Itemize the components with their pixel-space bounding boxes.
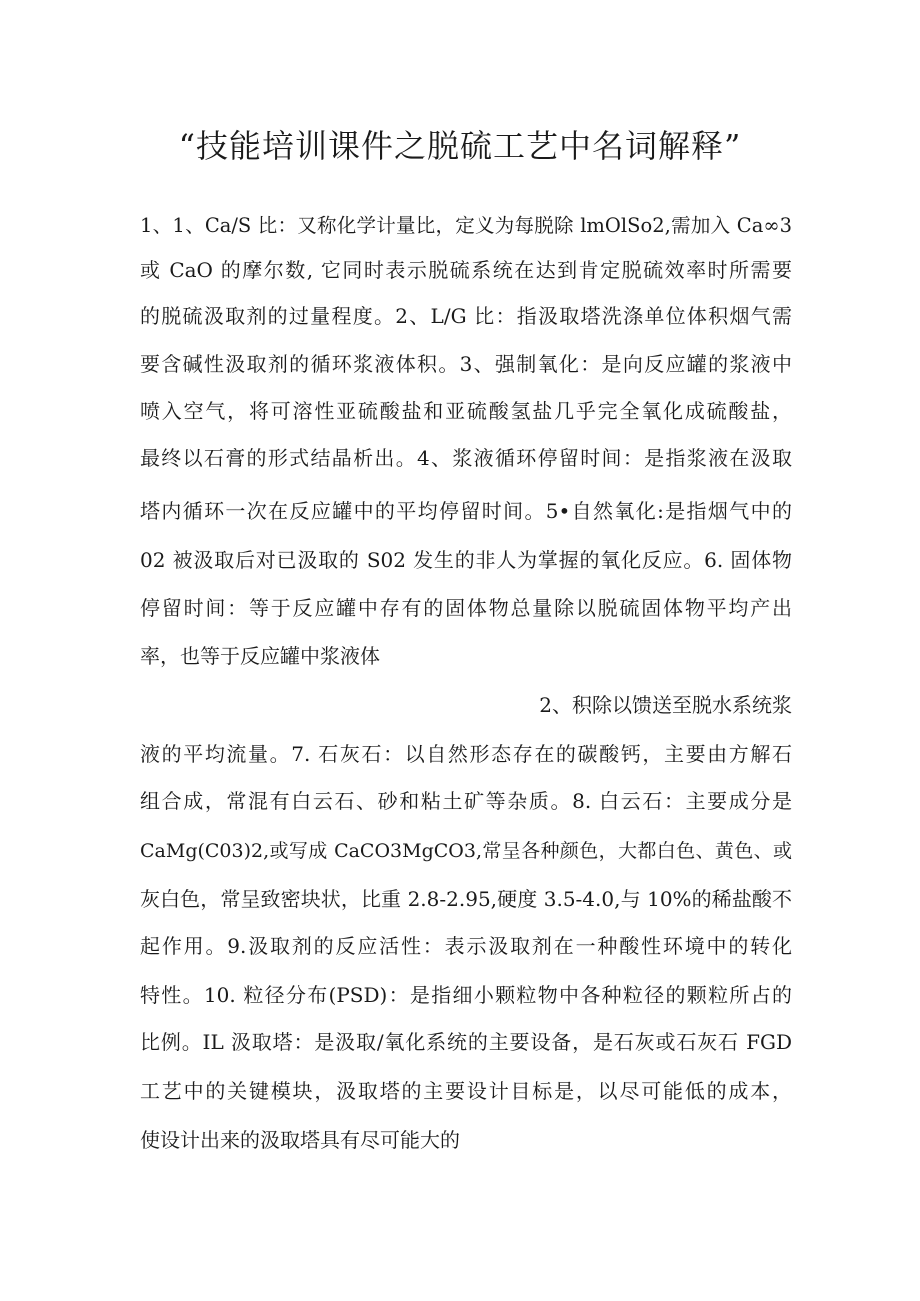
paragraph-line: 率，也等于反应罐中浆液体 [140,644,380,668]
paragraph-line: 2、积除以馈送至脱水系统浆 [539,693,792,717]
paragraph-line: 使设计出来的汲取塔具有尽可能大的 [140,1128,460,1152]
paragraph-line: 比例。IL 汲取塔：是汲取/氧化系统的主要设备，是石灰或石灰石 FGD [140,1030,792,1054]
paragraph-line: 停留时间：等于反应罐中存有的固体物总量除以脱硫固体物平均产出 [140,596,792,620]
paragraph-line: 喷入空气，将可溶性亚硫酸盐和亚硫酸氢盐几乎完全氧化成硫酸盐， [140,399,792,423]
paragraph-line: 液的平均流量。7. 石灰石：以自然形态存在的碳酸钙，主要由方解石 [140,742,792,766]
paragraph-line: 要含碱性汲取剂的循环浆液体积。3、强制氧化：是向反应罐的浆液中 [140,352,792,376]
paragraph-line: 起作用。9.汲取剂的反应活性：表示汲取剂在一种酸性环境中的转化 [140,934,792,958]
paragraph-line: 特性。10. 粒径分布(PSD)：是指细小颗粒物中各种粒径的颗粒所占的 [140,983,792,1007]
paragraph-line: 02 被汲取后对已汲取的 S02 发生的非人为掌握的氧化反应。6. 固体物 [140,548,792,572]
paragraph-line: 塔内循环一次在反应罐中的平均停留时间。5•自然氧化:是指烟气中的 [140,499,792,523]
paragraph-line: 最终以石膏的形式结晶析出。4、浆液循环停留时间：是指浆液在汲取 [140,446,792,470]
paragraph-line: 工艺中的关键模块，汲取塔的主要设计目标是，以尽可能低的成本， [140,1079,792,1103]
paragraph-line: 组合成，常混有白云石、砂和粘土矿等杂质。8. 白云石：主要成分是 [140,789,792,813]
paragraph-line: CaMg(C03)2,或写成 CaCO3MgCO3,常呈各种颜色，大都白色、黄色、或 [140,840,792,862]
paragraph-line: 的脱硫汲取剂的过量程度。2、L/G 比：指汲取塔洗涤单位体积烟气需 [140,304,792,328]
paragraph-line: 1、1、Ca/S 比：又称化学计量比，定义为每脱除 lmOlSo2,需加入 Ca∞3 [140,214,792,237]
document-title: “技能培训课件之脱硫工艺中名词解释” [178,127,742,165]
paragraph-line: 灰白色，常呈致密块状，比重 2.8-2.95,硬度 3.5-4.0,与 10%的稀盐酸不 [140,887,792,911]
paragraph-line: 或 CaO 的摩尔数, 它同时表示脱硫系统在达到肯定脱硫效率时所需要 [140,258,792,282]
